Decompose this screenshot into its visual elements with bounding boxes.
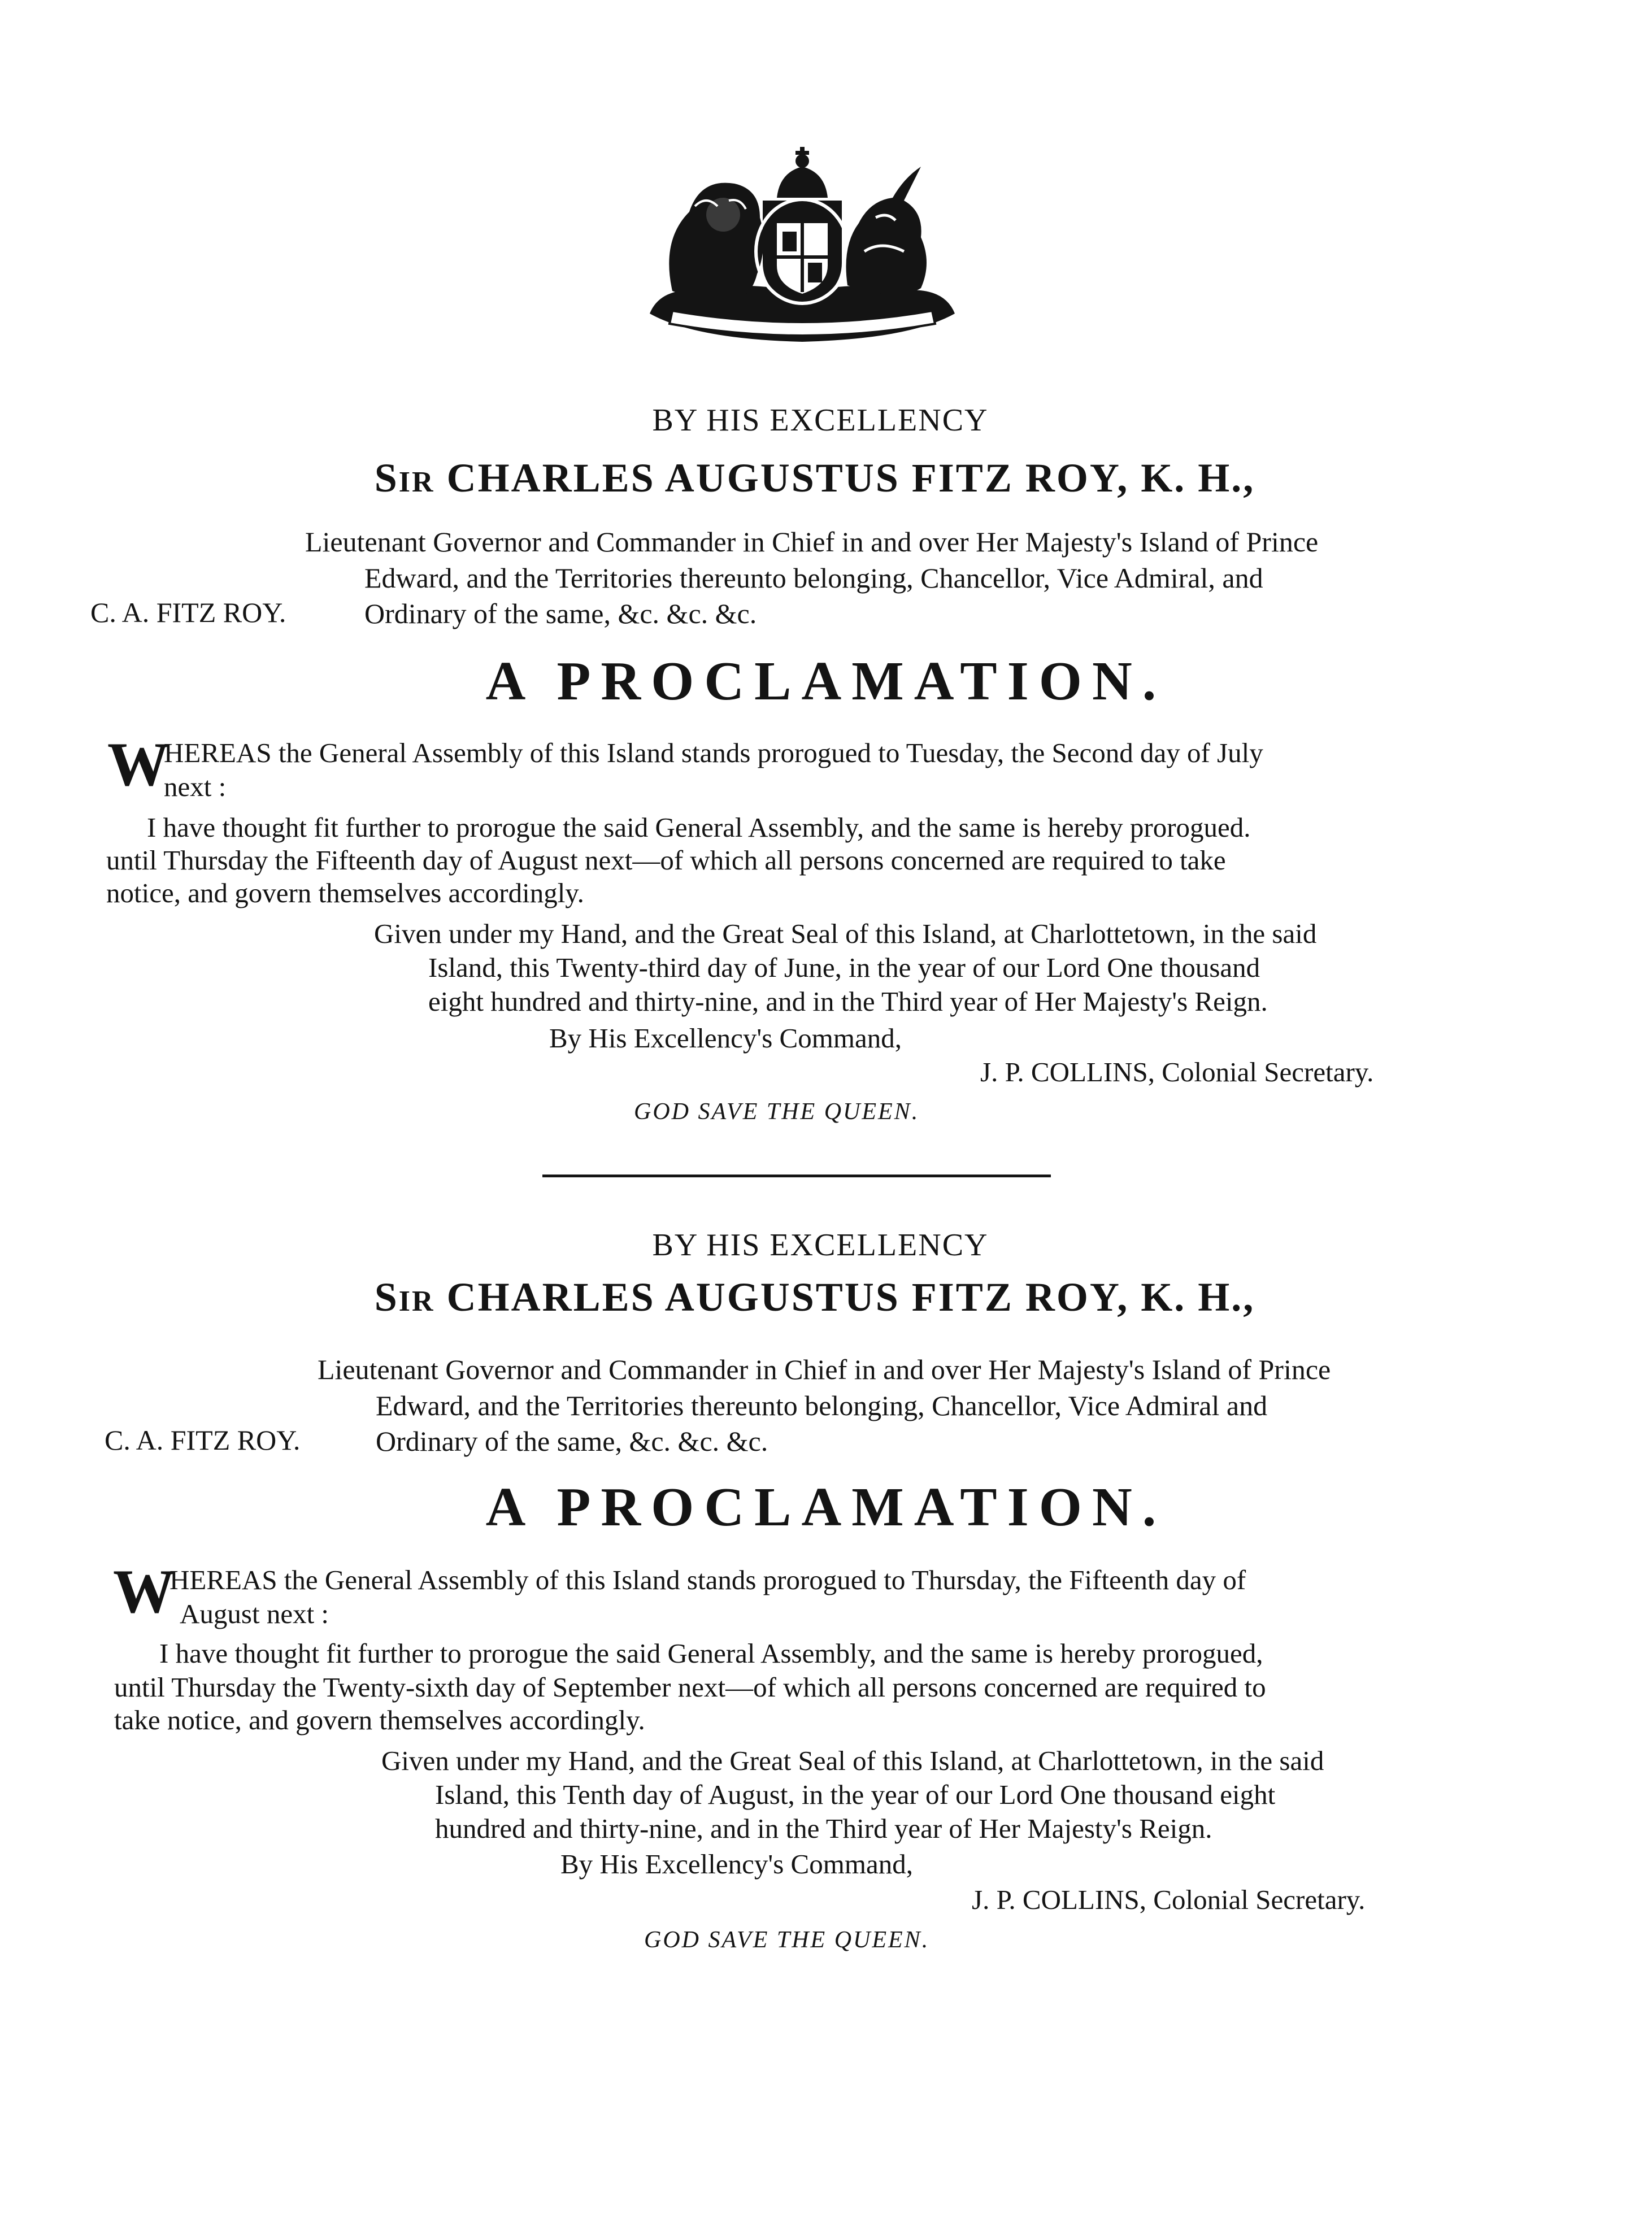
by-command-line: By His Excellency's Command,: [560, 1848, 913, 1880]
whereas-line-2: next :: [164, 771, 227, 802]
governor-titles-line-1: Lieutenant Governor and Commander in Chief in and over Her Majesty's Island of Prince: [305, 526, 1319, 558]
by-command-line: By His Excellency's Command,: [549, 1023, 902, 1054]
given-under-line-1: Given under my Hand, and the Great Seal of this Island, at Charlottetown, in the said: [374, 918, 1317, 949]
governor-titles-line-2: Edward, and the Territories thereunto belonging, Chancellor, Vice Admiral, and: [364, 562, 1263, 594]
sir-title-initial: S: [374, 1275, 399, 1320]
drop-cap-letter: W: [107, 730, 169, 799]
prorogue-line-2: until Thursday the Fifteenth day of August next—of which all persons concerned are required to take: [106, 845, 1226, 876]
governor-titles-line-3: Ordinary of the same, &c. &c. &c.: [364, 598, 757, 629]
whereas-line-1: HEREAS the General Assembly of this Island stands prorogued to Tuesday, the Second day of July: [164, 737, 1263, 768]
whereas-line-2: August next :: [180, 1598, 329, 1629]
prorogue-line-1: I have thought fit further to prorogue the said General Assembly, and the same is hereby prorogued.: [147, 812, 1251, 843]
governor-signature: C. A. FITZ ROY.: [105, 1424, 301, 1456]
governor-signature: C. A. FITZ ROY.: [90, 597, 286, 628]
by-his-excellency-heading: BY HIS EXCELLENCY: [652, 403, 989, 438]
given-under-line-3: hundred and thirty-nine, and in the Third year of Her Majesty's Reign.: [435, 1813, 1212, 1844]
section-divider: [542, 1175, 1051, 1177]
sir-title-rest: IR: [398, 466, 435, 498]
given-under-line-1: Given under my Hand, and the Great Seal of this Island, at Charlottetown, in the said: [381, 1745, 1324, 1776]
governor-titles-line-2: Edward, and the Territories thereunto belonging, Chancellor, Vice Admiral and: [376, 1390, 1268, 1421]
given-under-line-2: Island, this Twenty-third day of June, in the year of our Lord One thousand: [428, 952, 1260, 983]
proclamation-title: A PROCLAMATION.: [485, 1477, 1167, 1538]
governor-titles-line-3: Ordinary of the same, &c. &c. &c.: [376, 1425, 768, 1457]
governor-name-heading: [0, 1274, 1641, 1321]
prorogue-line-1: I have thought fit further to prorogue the said General Assembly, and the same is hereby prorogued,: [159, 1638, 1263, 1669]
royal-coat-of-arms-emblem: [638, 144, 966, 347]
given-under-line-3: eight hundred and thirty-nine, and in the Third year of Her Majesty's Reign.: [428, 986, 1268, 1017]
governor-titles-line-1: Lieutenant Governor and Commander in Chief in and over Her Majesty's Island of Prince: [318, 1354, 1331, 1385]
whereas-line-1: HEREAS the General Assembly of this Island stands prorogued to Thursday, the Fifteenth day of: [169, 1564, 1246, 1595]
given-under-line-2: Island, this Tenth day of August, in the year of our Lord One thousand eight: [435, 1779, 1276, 1810]
prorogue-line-3: notice, and govern themselves accordingly.: [106, 877, 584, 908]
proclamation-title: A PROCLAMATION.: [485, 651, 1167, 712]
colonial-secretary-signature: J. P. COLLINS, Colonial Secretary.: [972, 1884, 1366, 1915]
sir-title-initial: S: [374, 455, 399, 501]
governor-name: CHARLES AUGUSTUS FITZ ROY, K. H.,: [446, 455, 1255, 501]
drop-cap-letter: W: [113, 1557, 175, 1626]
governor-name: CHARLES AUGUSTUS FITZ ROY, K. H.,: [446, 1275, 1255, 1320]
sir-title-rest: IR: [398, 1285, 435, 1317]
governor-name-heading: [0, 455, 1641, 502]
prorogue-line-2: until Thursday the Twenty-sixth day of September next—of which all persons concerned are required to: [114, 1672, 1266, 1703]
colonial-secretary-signature: J. P. COLLINS, Colonial Secretary.: [980, 1056, 1374, 1088]
prorogue-line-3: take notice, and govern themselves accordingly.: [114, 1704, 645, 1735]
god-save-the-queen: GOD SAVE THE QUEEN.: [644, 1927, 930, 1953]
by-his-excellency-heading: BY HIS EXCELLENCY: [652, 1228, 989, 1263]
god-save-the-queen: GOD SAVE THE QUEEN.: [634, 1099, 920, 1125]
